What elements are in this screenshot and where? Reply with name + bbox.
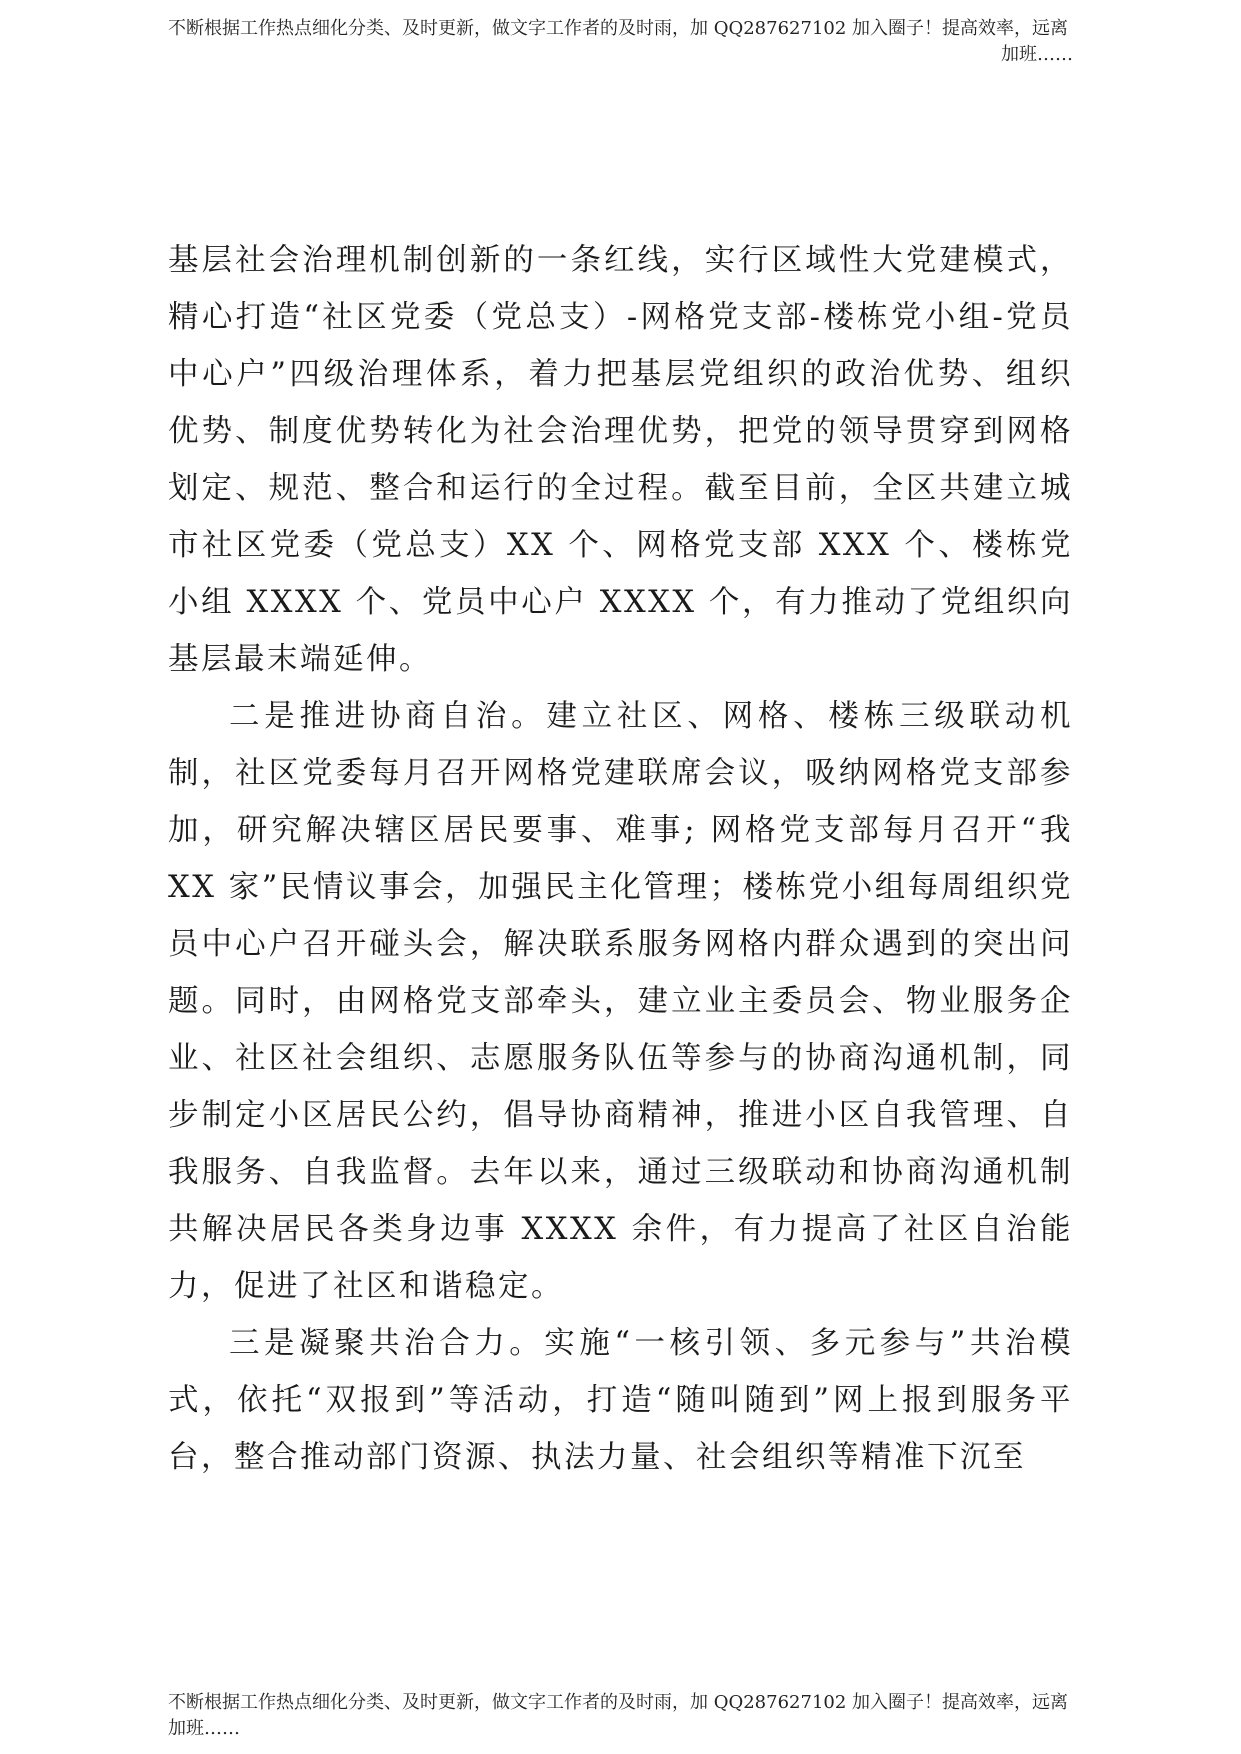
header-line-1: 不断根据工作热点细化分类、及时更新，做文字工作者的及时雨，加 QQ287627102 加入圈子！提高效率，远离: [168, 18, 1069, 39]
paragraph-co-governance: 三是凝聚共治合力。实施“一核引领、多元参与”共治模式，依托“双报到”等活动，打造“随叫随到”网上报到服务平台，整合推动部门资源、执法力量、社会组织等精准下沉至: [168, 1326, 1073, 1475]
footer-line-1: 不断根据工作热点细化分类、及时更新，做文字工作者的及时雨，加 QQ287627102 加入圈子！提高效率，远离: [168, 1692, 1069, 1713]
footer-line-2: 加班……: [168, 1718, 240, 1739]
paragraph-continuation: 基层社会治理机制创新的一条红线，实行区域性大党建模式，精心打造“社区党委（党总支）-网格党支部-楼栋党小组-党员中心户”四级治理体系，着力把基层党组织的政治优势、组织优势、制度优势转化为社会治理优势，把党的领导贯穿到网格划定、规范、整合和运行的全过程。截至目前，全区共建立城市社区党委（党总支）XX 个、网格党支部 XXX 个、楼栋党小组 XXXX 个、党员中心户 XXXX 个，有力推动了党组织向基层最末端延伸。: [168, 243, 1073, 677]
document-body: [168, 232, 1073, 1486]
header-line-2: 加班……: [1001, 44, 1073, 65]
paragraph-consultation-autonomy: 二是推进协商自治。建立社区、网格、楼栋三级联动机制，社区党委每月召开网格党建联席会议，吸纳网格党支部参加，研究解决辖区居民要事、难事; 网格党支部每月召开“我 XX 家”民情议事会，加强民主化管理；楼栋党小组每周组织党员中心户召开碰头会，解决联系服务网格内群众遇到的突出问题。同时，由网格党支部牵头，建立业主委员会、物业服务企业、社区社会组织、志愿服务队伍等参与的协商沟通机制，同步制定小区居民公约，倡导协商精神，推进小区自我管理、自我服务、自我监督。去年以来，通过三级联动和协商沟通机制共解决居民各类身边事 XXXX 余件，有力提高了社区自治能力，促进了社区和谐稳定。: [168, 699, 1073, 1304]
page-header-note: [168, 16, 1073, 68]
page-footer-note: [168, 1690, 1073, 1742]
